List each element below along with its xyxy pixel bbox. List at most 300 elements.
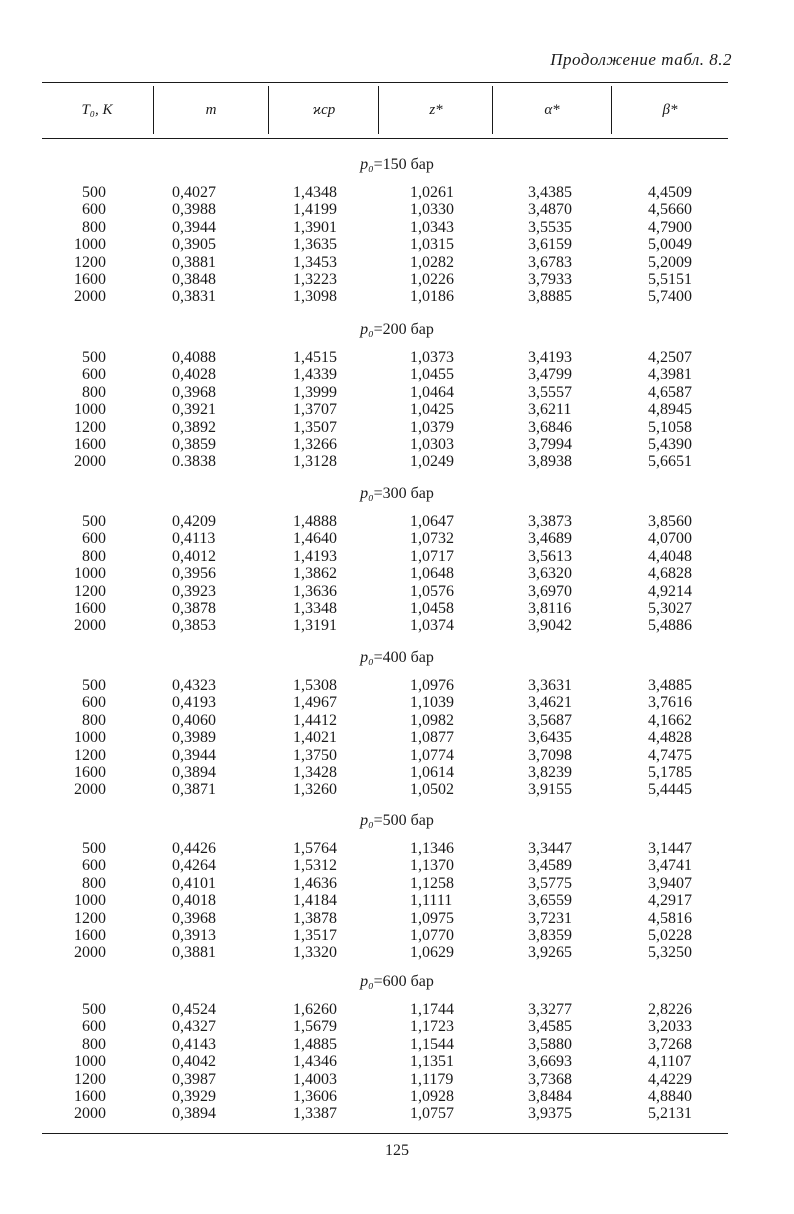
cell-m: 0,3905	[172, 236, 216, 254]
cell-alpha: 3,5557	[528, 383, 572, 401]
pressure-symbol: p₀	[360, 973, 374, 990]
section-pressure-title	[0, 321, 794, 339]
cell-z: 1,1723	[410, 1018, 454, 1036]
cell-temperature: 500	[82, 1001, 106, 1018]
cell-temperature: 1000	[74, 1053, 106, 1071]
cell-m: 0,4193	[172, 694, 216, 712]
table-row	[0, 712, 794, 729]
cell-m: 0,3853	[172, 617, 216, 635]
cell-temperature: 600	[82, 366, 106, 384]
table-row	[0, 201, 794, 218]
cell-alpha: 3,4589	[528, 857, 572, 875]
cell-temperature: 1200	[74, 909, 106, 927]
cell-m: 0,3859	[172, 436, 216, 453]
cell-beta: 4,4509	[648, 184, 692, 201]
cell-alpha: 3,9375	[528, 1105, 572, 1123]
cell-temperature: 1600	[74, 600, 106, 617]
cell-m: 0,4143	[172, 1035, 216, 1053]
cell-alpha: 3,8116	[528, 600, 572, 617]
table-row	[0, 910, 794, 927]
cell-kappa: 1,5764	[293, 840, 337, 857]
cell-z: 1,0282	[410, 253, 454, 271]
cell-beta: 4,6828	[648, 565, 692, 583]
header-alpha: α*	[544, 101, 560, 118]
cell-beta: 4,2917	[648, 892, 692, 910]
cell-kappa: 1,3635	[293, 236, 337, 254]
cell-kappa: 1,4021	[293, 729, 337, 747]
cell-beta: 4,8945	[648, 401, 692, 419]
cell-z: 1,1370	[410, 857, 454, 875]
cell-beta: 4,5660	[648, 201, 692, 219]
cell-beta: 5,6651	[648, 453, 692, 471]
cell-temperature: 2000	[74, 1105, 106, 1123]
cell-alpha: 3,8484	[528, 1088, 572, 1105]
cell-m: 0,3848	[172, 271, 216, 288]
cell-m: 0,4027	[172, 184, 216, 201]
cell-kappa: 1,3348	[293, 600, 337, 617]
cell-z: 1,0647	[410, 513, 454, 530]
cell-z: 1,1111	[410, 892, 453, 910]
cell-m: 0,3921	[172, 401, 216, 419]
table-row	[0, 729, 794, 746]
cell-m: 0,3881	[172, 253, 216, 271]
pressure-value: =150 бар	[373, 156, 434, 173]
cell-z: 1,1039	[410, 694, 454, 712]
pressure-symbol: p₀	[360, 321, 374, 338]
cell-beta: 4,0700	[648, 530, 692, 548]
cell-beta: 5,1058	[648, 418, 692, 436]
cell-m: 0,3968	[172, 383, 216, 401]
cell-alpha: 3,6693	[528, 1053, 572, 1071]
cell-temperature: 800	[82, 383, 106, 401]
cell-beta: 4,5816	[648, 909, 692, 927]
cell-alpha: 3,4799	[528, 366, 572, 384]
cell-temperature: 600	[82, 857, 106, 875]
cell-alpha: 3,4385	[528, 184, 572, 201]
cell-m: 0,3944	[172, 218, 216, 236]
cell-z: 1,1744	[410, 1001, 454, 1018]
cell-beta: 5,0049	[648, 236, 692, 254]
cell-kappa: 1,3260	[293, 781, 337, 799]
cell-alpha: 3,6211	[528, 401, 572, 419]
cell-m: 0,4524	[172, 1001, 216, 1018]
cell-z: 1,0226	[410, 271, 454, 288]
cell-kappa: 1,4199	[293, 201, 337, 219]
cell-z: 1,0774	[410, 746, 454, 764]
cell-beta: 4,4048	[648, 547, 692, 565]
cell-z: 1,1544	[410, 1035, 454, 1053]
cell-z: 1,0629	[410, 944, 454, 962]
cell-beta: 4,9214	[648, 582, 692, 600]
cell-m: 0,4327	[172, 1018, 216, 1036]
cell-kappa: 1,3507	[293, 418, 337, 436]
cell-z: 1,1258	[410, 874, 454, 892]
cell-alpha: 3,7994	[528, 436, 572, 453]
cell-alpha: 3,6846	[528, 418, 572, 436]
header-temperature: T₀, K	[81, 101, 113, 118]
cell-alpha: 3,9042	[528, 617, 572, 635]
cell-beta: 4,2507	[648, 349, 692, 366]
cell-alpha: 3,8885	[528, 288, 572, 306]
cell-alpha: 3,8359	[528, 927, 572, 944]
cell-kappa: 1,3320	[293, 944, 337, 962]
cell-z: 1,1351	[410, 1053, 454, 1071]
cell-temperature: 2000	[74, 453, 106, 471]
cell-temperature: 600	[82, 201, 106, 219]
cell-alpha: 3,5880	[528, 1035, 572, 1053]
cell-m: 0,4088	[172, 349, 216, 366]
cell-temperature: 2000	[74, 288, 106, 306]
cell-beta: 5,1785	[648, 764, 692, 781]
table-row	[0, 419, 794, 436]
cell-temperature: 800	[82, 218, 106, 236]
cell-beta: 3,7268	[648, 1035, 692, 1053]
cell-kappa: 1,4193	[293, 547, 337, 565]
continuation-title: Продолжение табл. 8.2	[550, 50, 732, 69]
cell-kappa: 1,5679	[293, 1018, 337, 1036]
cell-temperature: 500	[82, 840, 106, 857]
cell-m: 0,3894	[172, 764, 216, 781]
section-pressure-title	[0, 485, 794, 503]
cell-beta: 4,3981	[648, 366, 692, 384]
table-row	[0, 184, 794, 201]
table-row	[0, 565, 794, 582]
cell-m: 0,3892	[172, 418, 216, 436]
table-row	[0, 1036, 794, 1053]
cell-z: 1,0976	[410, 677, 454, 694]
table-row	[0, 600, 794, 617]
cell-beta: 5,2131	[648, 1105, 692, 1123]
cell-temperature: 1200	[74, 746, 106, 764]
cell-temperature: 1600	[74, 764, 106, 781]
cell-temperature: 2000	[74, 781, 106, 799]
cell-z: 1,1346	[410, 840, 454, 857]
pressure-symbol: p₀	[360, 485, 374, 502]
table-row	[0, 254, 794, 271]
cell-alpha: 3,5687	[528, 711, 572, 729]
cell-z: 1,0343	[410, 218, 454, 236]
table-header-rule	[42, 138, 728, 139]
cell-z: 1,0502	[410, 781, 454, 799]
cell-z: 1,0975	[410, 909, 454, 927]
cell-m: 0,3956	[172, 565, 216, 583]
cell-z: 1,0717	[410, 547, 454, 565]
pressure-symbol: p₀	[360, 649, 374, 666]
pressure-value: =300 бар	[373, 485, 434, 502]
header-divider	[378, 86, 379, 134]
cell-m: 0,4018	[172, 892, 216, 910]
cell-z: 1,0455	[410, 366, 454, 384]
cell-z: 1,0373	[410, 349, 454, 366]
table-row	[0, 694, 794, 711]
table-row	[0, 1001, 794, 1018]
cell-beta: 3,4885	[648, 677, 692, 694]
cell-kappa: 1,3098	[293, 288, 337, 306]
cell-kappa: 1,4348	[293, 184, 337, 201]
cell-temperature: 600	[82, 694, 106, 712]
cell-m: 0,3929	[172, 1088, 216, 1105]
table-row	[0, 236, 794, 253]
cell-z: 1,0458	[410, 600, 454, 617]
cell-z: 1,0303	[410, 436, 454, 453]
cell-kappa: 1,3128	[293, 453, 337, 471]
cell-m: 0,4323	[172, 677, 216, 694]
cell-beta: 5,3250	[648, 944, 692, 962]
cell-m: 0,3988	[172, 201, 216, 219]
cell-alpha: 3,6783	[528, 253, 572, 271]
cell-m: 0,3989	[172, 729, 216, 747]
header-divider	[492, 86, 493, 134]
cell-z: 1,0374	[410, 617, 454, 635]
cell-beta: 3,7616	[648, 694, 692, 712]
cell-kappa: 1,3878	[293, 909, 337, 927]
table-row	[0, 513, 794, 530]
cell-z: 1,0315	[410, 236, 454, 254]
pressure-value: =600 бар	[373, 973, 434, 990]
cell-z: 1,0576	[410, 582, 454, 600]
cell-beta: 3,1447	[648, 840, 692, 857]
cell-alpha: 3,5535	[528, 218, 572, 236]
cell-temperature: 500	[82, 349, 106, 366]
cell-alpha: 3,6320	[528, 565, 572, 583]
header-beta: β*	[662, 101, 678, 118]
cell-kappa: 1,3901	[293, 218, 337, 236]
cell-m: 0,4113	[172, 530, 216, 548]
cell-beta: 5,4390	[648, 436, 692, 453]
cell-temperature: 800	[82, 711, 106, 729]
cell-beta: 4,7900	[648, 218, 692, 236]
cell-alpha: 3,8938	[528, 453, 572, 471]
cell-z: 1,0648	[410, 565, 454, 583]
cell-m: 0,4012	[172, 547, 216, 565]
cell-alpha: 3,7098	[528, 746, 572, 764]
section-pressure-title	[0, 649, 794, 667]
cell-alpha: 3,5613	[528, 547, 572, 565]
page-number: 125	[385, 1142, 409, 1159]
cell-z: 1,0425	[410, 401, 454, 419]
cell-beta: 5,2009	[648, 253, 692, 271]
cell-m: 0,4101	[172, 874, 216, 892]
cell-temperature: 1200	[74, 1070, 106, 1088]
cell-m: 0,4028	[172, 366, 216, 384]
cell-temperature: 1000	[74, 729, 106, 747]
cell-temperature: 1600	[74, 271, 106, 288]
section-pressure-title	[0, 156, 794, 174]
cell-beta: 5,5151	[648, 271, 692, 288]
cell-kappa: 1,4184	[293, 892, 337, 910]
cell-alpha: 3,5775	[528, 874, 572, 892]
cell-alpha: 3,7231	[528, 909, 572, 927]
cell-beta: 2,8226	[648, 1001, 692, 1018]
cell-temperature: 1000	[74, 565, 106, 583]
table-row	[0, 453, 794, 470]
cell-beta: 5,7400	[648, 288, 692, 306]
cell-z: 1,0757	[410, 1105, 454, 1123]
table-row	[0, 1053, 794, 1070]
table-row	[0, 677, 794, 694]
cell-alpha: 3,3631	[528, 677, 572, 694]
table-row	[0, 530, 794, 547]
cell-m: 0,3881	[172, 944, 216, 962]
cell-kappa: 1,5308	[293, 677, 337, 694]
table-row	[0, 747, 794, 764]
header-m: m	[205, 101, 217, 118]
cell-m: 0,3987	[172, 1070, 216, 1088]
cell-temperature: 1200	[74, 582, 106, 600]
cell-alpha: 3,3277	[528, 1001, 572, 1018]
table-row	[0, 781, 794, 798]
header-divider	[268, 86, 269, 134]
cell-kappa: 1,3999	[293, 383, 337, 401]
cell-beta: 3,2033	[648, 1018, 692, 1036]
cell-z: 1,0928	[410, 1088, 454, 1105]
cell-temperature: 500	[82, 677, 106, 694]
cell-m: 0,3831	[172, 288, 216, 306]
pressure-value: =200 бар	[373, 321, 434, 338]
cell-temperature: 600	[82, 1018, 106, 1036]
cell-kappa: 1,6260	[293, 1001, 337, 1018]
table-row	[0, 892, 794, 909]
cell-beta: 5,3027	[648, 600, 692, 617]
cell-temperature: 1200	[74, 253, 106, 271]
table-top-rule	[42, 82, 728, 83]
cell-alpha: 3,4870	[528, 201, 572, 219]
cell-alpha: 3,4585	[528, 1018, 572, 1036]
cell-m: 0.3838	[172, 453, 216, 471]
cell-kappa: 1,4640	[293, 530, 337, 548]
cell-alpha: 3,6970	[528, 582, 572, 600]
cell-temperature: 1200	[74, 418, 106, 436]
cell-m: 0,3923	[172, 582, 216, 600]
table-row	[0, 436, 794, 453]
pressure-value: =400 бар	[373, 649, 434, 666]
pressure-value: =500 бар	[373, 812, 434, 829]
cell-kappa: 1,4636	[293, 874, 337, 892]
table-row	[0, 857, 794, 874]
cell-alpha: 3,4621	[528, 694, 572, 712]
cell-temperature: 1000	[74, 236, 106, 254]
cell-beta: 4,7475	[648, 746, 692, 764]
table-header	[42, 84, 728, 136]
cell-kappa: 1,4003	[293, 1070, 337, 1088]
cell-alpha: 3,3447	[528, 840, 572, 857]
cell-beta: 3,4741	[648, 857, 692, 875]
cell-z: 1,0732	[410, 530, 454, 548]
cell-kappa: 1,4515	[293, 349, 337, 366]
cell-temperature: 1600	[74, 1088, 106, 1105]
cell-kappa: 1,4888	[293, 513, 337, 530]
table-bottom-rule	[42, 1133, 728, 1134]
cell-beta: 3,9407	[648, 874, 692, 892]
table-row	[0, 1105, 794, 1122]
header-divider	[153, 86, 154, 134]
cell-temperature: 500	[82, 513, 106, 530]
table-row	[0, 927, 794, 944]
cell-beta: 5,0228	[648, 927, 692, 944]
table-row	[0, 288, 794, 305]
table-row	[0, 840, 794, 857]
cell-beta: 4,8840	[648, 1088, 692, 1105]
cell-kappa: 1,3223	[293, 271, 337, 288]
table-row	[0, 1018, 794, 1035]
cell-z: 1,0614	[410, 764, 454, 781]
cell-kappa: 1,3636	[293, 582, 337, 600]
cell-z: 1,0249	[410, 453, 454, 471]
cell-m: 0,3871	[172, 781, 216, 799]
cell-m: 0,4042	[172, 1053, 216, 1071]
cell-kappa: 1,4885	[293, 1035, 337, 1053]
pressure-symbol: p₀	[360, 156, 374, 173]
table-row	[0, 219, 794, 236]
cell-temperature: 1000	[74, 892, 106, 910]
cell-z: 1,0770	[410, 927, 454, 944]
cell-m: 0,3894	[172, 1105, 216, 1123]
cell-temperature: 500	[82, 184, 106, 201]
pressure-symbol: p₀	[360, 812, 374, 829]
cell-temperature: 2000	[74, 617, 106, 635]
cell-kappa: 1,3750	[293, 746, 337, 764]
cell-kappa: 1,4339	[293, 366, 337, 384]
cell-m: 0,4426	[172, 840, 216, 857]
cell-z: 1,0261	[410, 184, 454, 201]
cell-z: 1,0330	[410, 201, 454, 219]
cell-beta: 4,4229	[648, 1070, 692, 1088]
cell-alpha: 3,9155	[528, 781, 572, 799]
cell-z: 1,1179	[410, 1070, 454, 1088]
cell-alpha: 3,8239	[528, 764, 572, 781]
header-z: z*	[429, 101, 443, 118]
cell-m: 0,3968	[172, 909, 216, 927]
cell-z: 1,0877	[410, 729, 454, 747]
cell-kappa: 1,4412	[293, 711, 337, 729]
cell-alpha: 3,4193	[528, 349, 572, 366]
cell-alpha: 3,9265	[528, 944, 572, 962]
header-kappa: ϰср	[312, 101, 336, 118]
section-pressure-title	[0, 812, 794, 830]
table-row	[0, 944, 794, 961]
cell-z: 1,0982	[410, 711, 454, 729]
cell-z: 1,0379	[410, 418, 454, 436]
cell-z: 1,0186	[410, 288, 454, 306]
cell-kappa: 1,3428	[293, 764, 337, 781]
cell-kappa: 1,3707	[293, 401, 337, 419]
table-row	[0, 764, 794, 781]
header-divider	[611, 86, 612, 134]
table-row	[0, 583, 794, 600]
cell-temperature: 1600	[74, 927, 106, 944]
cell-alpha: 3,3873	[528, 513, 572, 530]
cell-temperature: 600	[82, 530, 106, 548]
cell-kappa: 1,5312	[293, 857, 337, 875]
section-pressure-title	[0, 973, 794, 991]
cell-kappa: 1,3387	[293, 1105, 337, 1123]
cell-temperature: 800	[82, 547, 106, 565]
cell-alpha: 3,4689	[528, 530, 572, 548]
cell-temperature: 2000	[74, 944, 106, 962]
cell-beta: 3,8560	[648, 513, 692, 530]
cell-m: 0,4209	[172, 513, 216, 530]
table-row	[0, 271, 794, 288]
cell-alpha: 3,6435	[528, 729, 572, 747]
table-row	[0, 875, 794, 892]
cell-alpha: 3,7933	[528, 271, 572, 288]
cell-m: 0,3878	[172, 600, 216, 617]
cell-beta: 4,1662	[648, 711, 692, 729]
cell-beta: 4,4828	[648, 729, 692, 747]
table-row	[0, 1071, 794, 1088]
cell-alpha: 3,7368	[528, 1070, 572, 1088]
cell-kappa: 1,3266	[293, 436, 337, 453]
